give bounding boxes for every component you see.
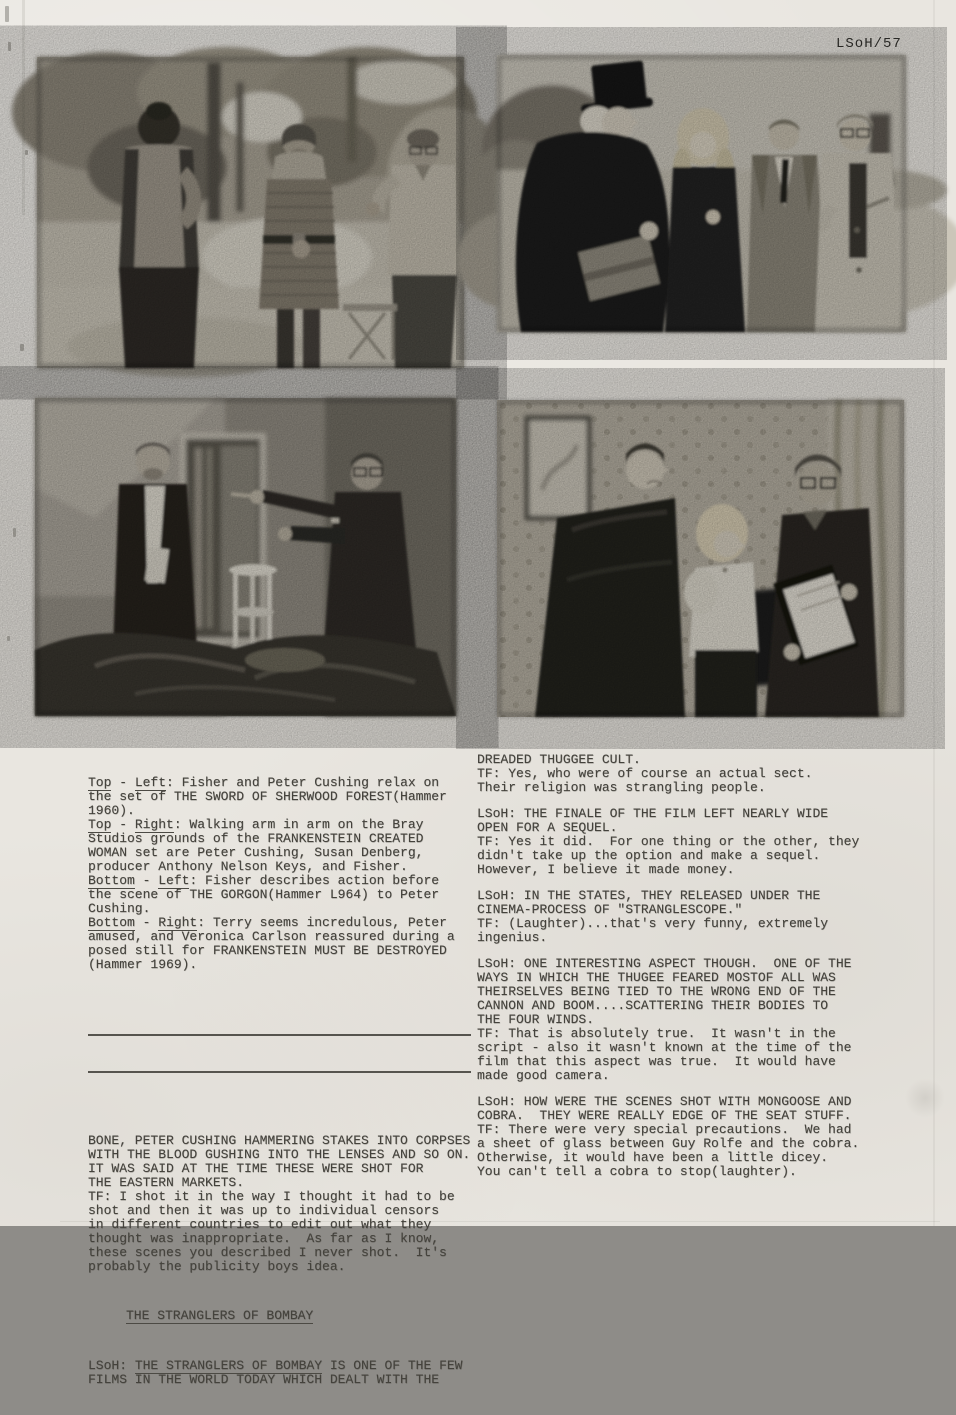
scan-speck (13, 528, 16, 537)
text-line: these scenes you described I never shot. It's (88, 1245, 447, 1260)
text-line: posed still for FRANKENSTEIN MUST BE DESTROYED (88, 943, 447, 958)
scan-speck (5, 6, 9, 22)
text-line: WOMAN set are Peter Cushing, Susan Denberg, (88, 845, 424, 860)
divider-line (88, 1071, 471, 1073)
text-line: the scene of THE GORGON(Hammer L964) to Peter (88, 887, 440, 902)
paragraph (477, 807, 901, 877)
text-line: film that this aspect was true. It would have (477, 1054, 836, 1069)
left-column (88, 748, 484, 1415)
text-line: THE EASTERN MARKETS. (88, 1175, 245, 1190)
text-line: the set of THE SWORD OF SHERWOOD FOREST(Hammer (88, 789, 447, 804)
text-line: Cushing. (88, 901, 151, 916)
text-line: Otherwise, it would have been a little dicey. (477, 1150, 829, 1165)
paragraph (477, 957, 901, 1083)
text-line: TF: There were very special precautions. We had (477, 1122, 852, 1137)
scan-edge-line (60, 1221, 940, 1222)
text-line: producer Anthony Nelson Keys, and Fisher. (88, 859, 408, 874)
text-line: WAYS IN WHICH THE THUGEE FEARED MOSTOF ALL WAS (477, 970, 836, 985)
caption-block (88, 776, 484, 972)
right-column (477, 753, 901, 1191)
text-line: CANNON AND BOOM....SCATTERING THEIR BODIES TO (477, 998, 829, 1013)
text-line: IT WAS SAID AT THE TIME THESE WERE SHOT FOR (88, 1161, 424, 1176)
scan-speck (8, 42, 11, 51)
text-line: Their religion was strangling people. (477, 780, 766, 795)
text-line: (Hammer 1969). (88, 957, 198, 972)
photo-gorgon-set (35, 398, 456, 716)
text-line: You can't tell a cobra to stop(laughter). (477, 1164, 797, 1179)
text-line: TF: That is absolutely true. It wasn't in the (477, 1026, 836, 1041)
text-line: shot and then it was up to individual censors (88, 1203, 440, 1218)
text-line: amused, and Veronica Carlson reassured during a (88, 929, 455, 944)
text-line: TF: (Laughter)...that's very funny, extremely (477, 916, 829, 931)
text-line: COBRA. THEY WERE REALLY EDGE OF THE SEAT STUFF. (477, 1108, 852, 1123)
text-line: TF: Yes it did. For one thing or the other, they (477, 834, 860, 849)
scan-fold-line (933, 0, 935, 1226)
text-line: probably the publicity boys idea. (88, 1259, 346, 1274)
photo-sherwood-forest-set (37, 57, 464, 368)
text-line: TF: I shot it in the way I thought it had to be (88, 1189, 455, 1204)
text-line: Studios grounds of the FRANKENSTEIN CREATED (88, 831, 424, 846)
text-line: THEIRSELVES BEING TIED TO THE WRONG END OF THE (477, 984, 836, 999)
text-line: in different countries to edit out what they (88, 1217, 432, 1232)
text-line: thought was inappropriate. As far as I know, (88, 1231, 440, 1246)
scan-speck (7, 636, 10, 641)
text-line: LSoH: HOW WERE THE SCENES SHOT WITH MONGOOSE AND (477, 1094, 852, 1109)
section-divider (88, 1000, 471, 1106)
text-line: Top - Right: Walking arm in arm on the Bray (88, 817, 424, 832)
text-line: ingenius. (477, 930, 548, 945)
scan-speck (25, 150, 28, 155)
text-line: LSoH: IN THE STATES, THEY RELEASED UNDER THE (477, 888, 821, 903)
text-line: didn't take up the option and make a sequel. (477, 848, 821, 863)
interview-question-block (88, 1359, 484, 1387)
text-line: BONE, PETER CUSHING HAMMERING STAKES INTO CORPSES (88, 1133, 471, 1148)
text-line: Bottom - Left: Fisher describes action before (88, 873, 440, 888)
text-line: made good camera. (477, 1068, 610, 1083)
text-line: DREADED THUGGEE CULT. (477, 752, 641, 767)
scan-speck (20, 344, 24, 351)
scan-smudge (905, 1078, 945, 1118)
text-line: LSoH: ONE INTERESTING ASPECT THOUGH. ONE OF THE (477, 956, 852, 971)
interview-question-block (88, 1134, 484, 1274)
text-line: LSoH: THE FINALE OF THE FILM LEFT NEARLY WIDE (477, 806, 829, 821)
scan-streak (22, 0, 25, 215)
text-line: FILMS IN THE WORLD TODAY WHICH DEALT WITH THE (88, 1372, 440, 1387)
text-line: However, I believe it made money. (477, 862, 735, 877)
paragraph (477, 889, 901, 945)
text-line: THE FOUR WINDS. (477, 1012, 595, 1027)
text-line: CINEMA-PROCESS OF "STRANGLESCOPE." (477, 902, 743, 917)
text-line: Top - Left: Fisher and Peter Cushing relax on (88, 775, 440, 790)
photo-frankenstein-still (497, 400, 904, 717)
photo-bray-studios-group (497, 55, 906, 332)
page-number: LSoH/57 (836, 36, 902, 52)
text-line: 1960). (88, 803, 135, 818)
paragraph (477, 1095, 901, 1179)
text-line: script - also it wasn't known at the time of the (477, 1040, 852, 1055)
text-line: Bottom - Right: Terry seems incredulous, Peter (88, 915, 447, 930)
text-line: WITH THE BLOOD GUSHING INTO THE LENSES AND SO ON. (88, 1147, 471, 1162)
text-line: LSoH: THE STRANGLERS OF BOMBAY IS ONE OF THE FEW (88, 1358, 463, 1373)
text-line: OPEN FOR A SEQUEL. (477, 820, 618, 835)
paragraph (477, 753, 901, 795)
text-line: a sheet of glass between Guy Rolfe and the cobra. (477, 1136, 860, 1151)
text-line: TF: Yes, who were of course an actual sect. (477, 766, 813, 781)
divider-line (88, 1034, 471, 1036)
section-heading (126, 1309, 484, 1323)
section-heading-text: THE STRANGLERS OF BOMBAY (126, 1308, 314, 1323)
